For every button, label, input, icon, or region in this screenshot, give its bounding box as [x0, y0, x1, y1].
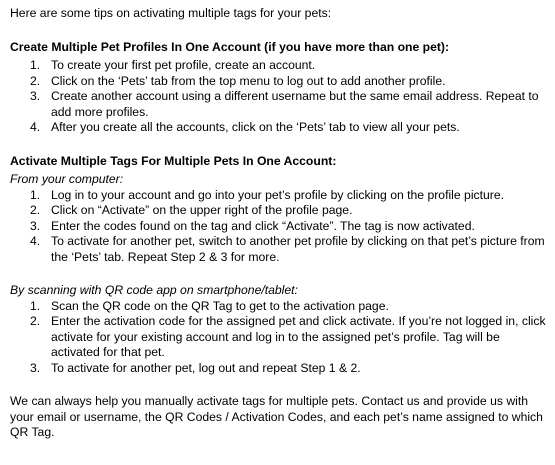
list-item — [10, 58, 550, 74]
section-heading-create-profiles: Create Multiple Pet Profiles In One Account (if you have more than one pet): — [10, 39, 450, 54]
list-item-number: 2. — [30, 73, 41, 88]
list-item — [10, 74, 550, 90]
list-item — [10, 120, 550, 136]
list-item-number: 1. — [30, 298, 41, 313]
section-heading-activate-tags: Activate Multiple Tags For Multiple Pets In One Account: — [10, 153, 337, 168]
tips-document — [10, 6, 550, 441]
list-item — [10, 203, 550, 219]
intro-text: Here are some tips on activating multiple tags for your pets: — [10, 6, 332, 20]
closing-paragraph: We can always help you manually activate tags for multiple pets. Contact us and provide us with your email or username, the QR Codes / Activation Codes, and each pet’s name assigned to which QR Tag. — [10, 394, 543, 439]
list-item-text: To create your first pet profile, create an account. — [51, 58, 316, 72]
list-item-number: 3. — [30, 218, 41, 233]
list-item-number: 1. — [30, 58, 41, 72]
spacer — [10, 22, 550, 40]
spacer — [10, 136, 550, 154]
list-item — [10, 361, 550, 377]
list-item-text: Click on “Activate” on the upper right of the profile page. — [51, 203, 353, 217]
spacer — [10, 265, 550, 283]
list-item-number: 4. — [30, 120, 41, 134]
list-item-text: Scan the QR code on the QR Tag to get to the activation page. — [51, 298, 389, 313]
list-item-text: Enter the activation code for the assigned pet and click activate. If you’re not logged in, click activate for your existing account and log in to the assigned pet’s profile. Tag will be activated for that pet. — [51, 314, 546, 359]
list-item — [10, 89, 550, 120]
list-item-number: 1. — [30, 187, 41, 202]
list-item-text: After you create all the accounts, click on the ‘Pets’ tab to view all your pets. — [51, 120, 460, 134]
list-item-number: 3. — [30, 360, 41, 375]
list-item — [10, 188, 550, 204]
list-item-text: Log in to your account and go into your pet’s profile by clicking on the profile picture. — [51, 187, 505, 202]
list-item-text: To activate for another pet, log out and repeat Step 1 & 2. — [51, 360, 361, 375]
list-item — [10, 234, 550, 265]
spacer — [10, 376, 550, 394]
list-item — [10, 219, 550, 235]
list-item-number: 3. — [30, 89, 41, 103]
computer-steps-list — [10, 188, 550, 266]
create-profiles-list — [10, 58, 550, 136]
scanning-label: By scanning with QR code app on smartphone/tablet: — [10, 283, 298, 297]
list-item-number: 2. — [30, 203, 41, 217]
list-item — [10, 299, 550, 315]
list-item — [10, 314, 550, 361]
from-computer-label: From your computer: — [10, 172, 124, 186]
list-item-text: Click on the ‘Pets’ tab from the top menu to log out to add another profile. — [51, 73, 446, 88]
list-item-number: 2. — [30, 314, 41, 328]
list-item-text: Create another account using a different username but the same email address. Repeat to add more profiles. — [51, 89, 539, 119]
scanning-steps-list — [10, 299, 550, 377]
list-item-text: To activate for another pet, switch to another pet profile by clicking on that pet’s picture from the ‘Pets’ tab. Repeat Step 2 & 3 for more. — [51, 234, 545, 264]
list-item-number: 4. — [30, 234, 41, 248]
list-item-text: Enter the codes found on the tag and click “Activate”. The tag is now activated. — [51, 218, 475, 233]
